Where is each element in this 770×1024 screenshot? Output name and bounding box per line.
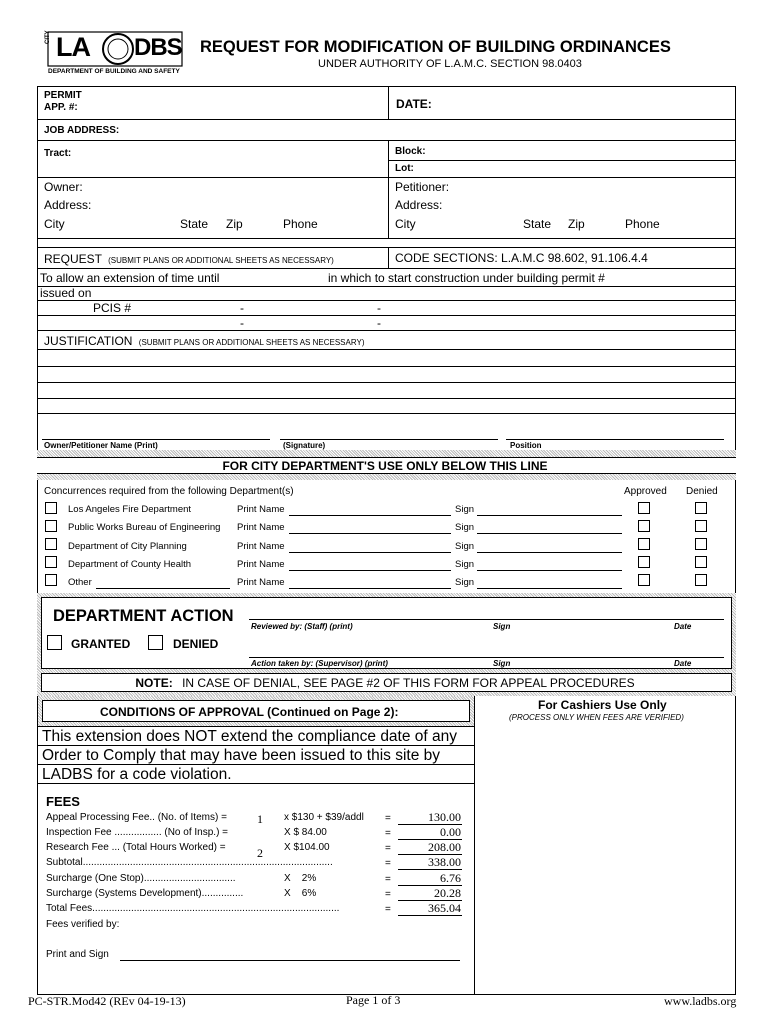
fee-qty: 1 <box>257 812 263 826</box>
granted-label: GRANTED <box>71 637 131 651</box>
fee-qty: 2 <box>257 846 263 860</box>
approved-checkbox-fire[interactable] <box>638 502 650 514</box>
fee-label: Total Fees......................................................................................... <box>46 903 340 914</box>
date-label: DATE: <box>396 97 432 111</box>
permit-field[interactable] <box>100 88 380 116</box>
fee-label: Surcharge (One Stop)................................. <box>46 873 236 884</box>
fee-amount: 338.00 <box>428 855 461 869</box>
print-name-label: Print Name <box>237 522 285 533</box>
fee-label: Subtotal.......................................................................................... <box>46 857 333 868</box>
owner-phone-label: Phone <box>283 217 318 231</box>
dept-checkbox-fire[interactable] <box>45 502 57 514</box>
tract-label: Tract: <box>44 148 72 159</box>
cashier-area[interactable] <box>480 726 732 991</box>
action-date-caption: Date <box>674 659 692 668</box>
owner-city-label: City <box>44 217 65 231</box>
fee-eq: = <box>385 843 391 854</box>
dept-name: Department of County Health <box>68 559 192 570</box>
fee-label: Appeal Processing Fee.. (No. of Items) = <box>46 812 227 823</box>
action-taken-field[interactable] <box>249 639 724 656</box>
pcis-dash-3: - <box>240 316 244 330</box>
print-name-label: Print Name <box>237 577 285 588</box>
petitioner-label: Petitioner: <box>395 180 450 194</box>
form-title: REQUEST FOR MODIFICATION OF BUILDING ORDINANCES <box>200 38 671 56</box>
dept-checkbox-other[interactable] <box>45 574 57 586</box>
pcis-dash-4: - <box>377 316 381 330</box>
condition-line: LADBS for a code violation. <box>42 766 232 783</box>
fee-rate: X 2% <box>284 873 317 884</box>
pcis-dash-2: - <box>377 301 381 315</box>
denied-checkbox-fire[interactable] <box>695 502 707 514</box>
pcis-label: PCIS # <box>93 301 132 315</box>
logo-city: CITY <box>45 30 51 44</box>
fee-label: Surcharge (Systems Development)............... <box>46 888 244 899</box>
dept-action-title: DEPARTMENT ACTION <box>53 607 234 625</box>
signature-field[interactable] <box>280 420 498 438</box>
building-permit-field[interactable] <box>622 270 732 285</box>
request-label: REQUEST <box>44 252 102 266</box>
denied-checkbox-city-planning[interactable] <box>695 538 707 550</box>
petitioner-address-label: Address: <box>395 198 443 212</box>
date-field[interactable] <box>440 88 730 116</box>
approved-header: Approved <box>624 486 667 497</box>
reviewed-by-field[interactable] <box>249 601 724 618</box>
logo-la: LA <box>56 32 90 62</box>
denied-header: Denied <box>686 486 718 497</box>
denied-checkbox-public-works[interactable] <box>695 520 707 532</box>
print-and-sign-field[interactable] <box>120 944 460 959</box>
cashier-title: For Cashiers Use Only <box>538 698 667 712</box>
dept-name: Public Works Bureau of Engineering <box>68 522 221 533</box>
petitioner-phone-label: Phone <box>625 217 660 231</box>
code-sections: CODE SECTIONS: L.A.M.C 98.602, 91.106.4.4 <box>395 251 648 265</box>
fee-amount: 365.04 <box>428 901 461 915</box>
reviewed-by-caption: Reviewed by: (Staff) (print) <box>251 622 353 631</box>
denial-note <box>0 676 770 690</box>
request-heading <box>44 252 334 266</box>
logo-dbs: DBS <box>134 34 182 61</box>
form-id: PC-STR.Mod42 (REv 04-19-13) <box>28 994 186 1008</box>
print-and-sign-label: Print and Sign <box>46 949 109 960</box>
fee-amount: 6.76 <box>440 871 461 885</box>
fee-amount: 208.00 <box>428 840 461 854</box>
fees-title: FEES <box>46 794 80 809</box>
sign-label: Sign <box>455 504 475 515</box>
fee-eq: = <box>385 904 391 915</box>
request-line-2: issued on <box>40 286 92 300</box>
sign-label: Sign <box>455 559 475 570</box>
request-line-1b: in which to start construction under building permit # <box>328 271 605 285</box>
sign-label: Sign <box>455 522 475 533</box>
fee-amount: 20.28 <box>434 886 461 900</box>
issued-on-field[interactable] <box>100 286 730 300</box>
owner-label: Owner: <box>44 180 83 194</box>
print-name-label: Print Name <box>237 559 285 570</box>
fee-rate: X 6% <box>284 888 317 899</box>
sign-label: Sign <box>455 541 475 552</box>
logo-dept: DEPARTMENT OF BUILDING AND SAFETY <box>48 68 180 75</box>
justification-line-4[interactable] <box>40 399 732 413</box>
condition-line: Order to Comply that may have been issued to this site by <box>42 747 441 764</box>
fee-amount: 130.00 <box>428 810 461 824</box>
job-address-field[interactable] <box>140 121 730 139</box>
lot-label: Lot: <box>395 163 414 174</box>
approved-checkbox-city-planning[interactable] <box>638 538 650 550</box>
position-caption: Position <box>510 441 542 450</box>
pcis-field-1[interactable] <box>150 300 230 314</box>
ladbs-logo <box>44 28 184 78</box>
approved-checkbox-public-works[interactable] <box>638 520 650 532</box>
fee-rate: x $130 + $39/addl <box>284 812 364 823</box>
dept-checkbox-city-planning[interactable] <box>45 538 57 550</box>
justification-line-2[interactable] <box>40 367 732 382</box>
concurrences-label: Concurrences required from the following Department(s) <box>44 486 294 497</box>
granted-checkbox[interactable] <box>47 635 62 650</box>
cashier-note: (PROCESS ONLY WHEN FEES ARE VERIFIED) <box>509 713 684 722</box>
action-taken-caption: Action taken by: (Supervisor) (print) <box>251 659 388 668</box>
justification-line-3[interactable] <box>40 383 732 398</box>
denied-checkbox-other[interactable] <box>695 574 707 586</box>
page-number: Page 1 of 3 <box>346 993 401 1007</box>
note-label: NOTE: <box>135 676 173 690</box>
fee-eq: = <box>385 889 391 900</box>
print-name-label: Print Name <box>237 541 285 552</box>
petitioner-zip-label: Zip <box>568 217 585 231</box>
dept-name: Los Angeles Fire Department <box>68 504 192 515</box>
fee-eq: = <box>385 874 391 885</box>
reviewed-date-caption: Date <box>674 622 692 631</box>
owner-name-field[interactable] <box>42 420 270 438</box>
owner-state-label: State <box>180 217 209 231</box>
fee-eq: = <box>385 813 391 824</box>
owner-address-label: Address: <box>44 198 92 212</box>
fees-verified-label: Fees verified by: <box>46 919 120 930</box>
approved-checkbox-county-health[interactable] <box>638 556 650 568</box>
petitioner-state-label: State <box>523 217 552 231</box>
sign-label: Sign <box>455 577 475 588</box>
note-text: IN CASE OF DENIAL, SEE PAGE #2 OF THIS FORM FOR APPEAL PROCEDURES <box>182 676 635 690</box>
dept-name: Department of City Planning <box>68 541 187 552</box>
signature-caption: (Signature) <box>283 441 326 450</box>
denied-checkbox[interactable] <box>148 635 163 650</box>
justification-label: JUSTIFICATION <box>44 334 133 348</box>
fee-rate: X $ 84.00 <box>284 827 327 838</box>
action-sign-caption: Sign <box>493 659 511 668</box>
fee-eq: = <box>385 858 391 869</box>
justification-heading <box>44 334 364 348</box>
city-use-banner: FOR CITY DEPARTMENT'S USE ONLY BELOW THIS LINE <box>222 459 548 473</box>
approved-checkbox-other[interactable] <box>638 574 650 586</box>
job-address-label: JOB ADDRESS: <box>44 125 120 136</box>
app-number-label: APP. #: <box>44 102 78 113</box>
permit-label: PERMIT <box>44 90 82 101</box>
website[interactable]: www.ladbs.org <box>664 994 737 1008</box>
owner-zip-label: Zip <box>226 217 243 231</box>
conditions-title: CONDITIONS OF APPROVAL (Continued on Page 2): <box>100 705 399 719</box>
denied-label: DENIED <box>173 637 219 651</box>
dept-checkbox-public-works[interactable] <box>45 520 57 532</box>
fee-eq: = <box>385 828 391 839</box>
fee-label: Inspection Fee ................. (No of Insp.) = <box>46 827 229 838</box>
justification-line-1[interactable] <box>40 350 732 365</box>
request-note: (SUBMIT PLANS OR ADDITIONAL SHEETS AS NECESSARY) <box>108 256 334 265</box>
reviewed-sign-caption: Sign <box>493 622 511 631</box>
petitioner-city-label: City <box>395 217 416 231</box>
fee-rate: X $104.00 <box>284 842 330 853</box>
dept-checkbox-county-health[interactable] <box>45 556 57 568</box>
owner-name-caption: Owner/Petitioner Name (Print) <box>44 441 158 450</box>
justification-note: (SUBMIT PLANS OR ADDITIONAL SHEETS AS NECESSARY) <box>138 338 365 347</box>
print-name-label: Print Name <box>237 504 285 515</box>
denied-checkbox-county-health[interactable] <box>695 556 707 568</box>
extension-date-field[interactable] <box>236 270 324 285</box>
fee-label: Research Fee ... (Total Hours Worked) = <box>46 842 226 853</box>
dept-name: Other <box>68 577 92 588</box>
fee-amount: 0.00 <box>440 825 461 839</box>
pcis-dash-1: - <box>240 301 244 315</box>
request-line-1a: To allow an extension of time until <box>40 271 220 285</box>
block-label: Block: <box>395 146 426 157</box>
form-subtitle: UNDER AUTHORITY OF L.A.M.C. SECTION 98.0403 <box>318 58 582 70</box>
condition-line: This extension does NOT extend the compliance date of any <box>42 728 458 745</box>
position-field[interactable] <box>506 420 724 438</box>
